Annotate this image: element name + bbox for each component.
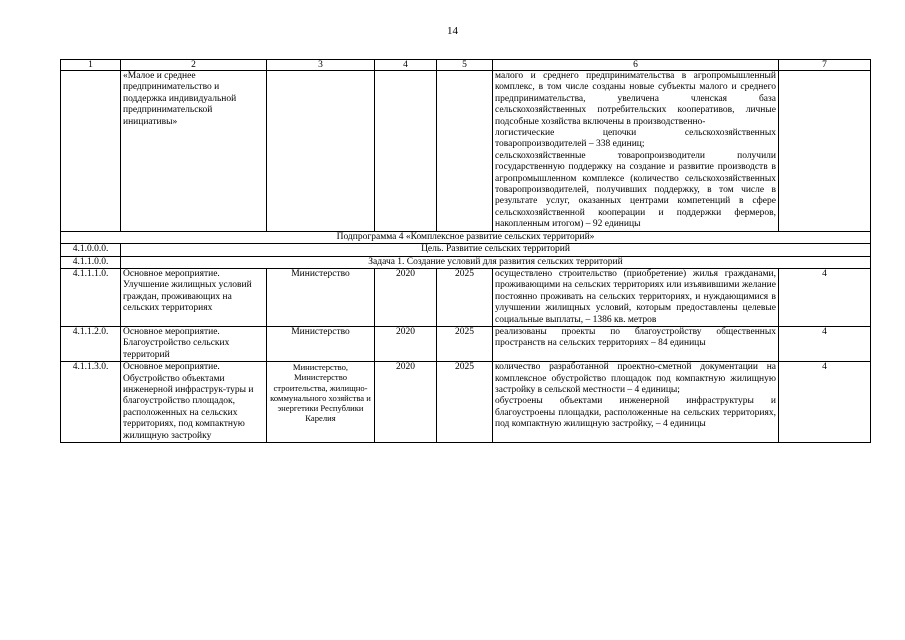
goal-text: Цель. Развитие сельских территорий xyxy=(121,244,871,256)
subprogram-row xyxy=(61,231,871,243)
start-year-cell: 2020 xyxy=(375,326,437,361)
executor-cell: Министерство, Министерство строительства, жилищно-коммунального хозяйства и энергетики Республики Карелия xyxy=(267,362,375,443)
page-number: 14 xyxy=(447,25,458,37)
executor-cell: Министерство xyxy=(267,268,375,326)
link-cell: 4 xyxy=(779,362,871,443)
program-table xyxy=(60,59,871,443)
measure-name-cell: «Малое и среднее предпринимательство и поддержка индивидуальной предпринимательской инициативы» xyxy=(121,71,267,232)
end-year-cell: 2025 xyxy=(437,362,493,443)
column-number: 5 xyxy=(437,60,493,71)
measure-name-cell: Основное мероприятие. Благоустройство сельских территорий xyxy=(121,326,267,361)
column-number: 2 xyxy=(121,60,267,71)
task-text: Задача 1. Создание условий для развития сельских территорий xyxy=(121,256,871,268)
result-cell: реализованы проекты по благоустройству общественных пространств на сельских территориях – 84 единицы xyxy=(493,326,779,361)
link-cell xyxy=(779,71,871,232)
result-cell: количество разработанной проектно-сметной документации на комплексное обустройство площадок под компактную жилищную застройку в сельской местности – 4 единицы; обустроены объектами инженерной инфраструктуры и благоустроены площадки, расположенные на сельских территориях, под компактную жилищную застройку, – 4 единицы xyxy=(493,362,779,443)
table-row xyxy=(61,268,871,326)
column-number: 1 xyxy=(61,60,121,71)
column-number: 7 xyxy=(779,60,871,71)
start-year-cell: 2020 xyxy=(375,268,437,326)
link-cell: 4 xyxy=(779,268,871,326)
end-year-cell xyxy=(437,71,493,232)
end-year-cell: 2025 xyxy=(437,326,493,361)
column-number-row xyxy=(61,60,871,71)
task-row xyxy=(61,256,871,268)
column-number: 3 xyxy=(267,60,375,71)
goal-code: 4.1.0.0.0. xyxy=(61,244,121,256)
continuation-row xyxy=(61,71,871,232)
subprogram-title: Подпрограмма 4 «Комплексное развитие сельских территорий» xyxy=(61,231,871,243)
column-number: 6 xyxy=(493,60,779,71)
code-cell: 4.1.1.3.0. xyxy=(61,362,121,443)
measure-name-cell: Основное мероприятие. Улучшение жилищных условий граждан, проживающих на сельских территориях xyxy=(121,268,267,326)
link-cell: 4 xyxy=(779,326,871,361)
column-number: 4 xyxy=(375,60,437,71)
goal-row xyxy=(61,244,871,256)
code-cell xyxy=(61,71,121,232)
table-row xyxy=(61,326,871,361)
result-cell: осуществлено строительство (приобретение) жилья гражданами, проживающими на сельских территориях или изъявившими желание постоянно проживать на сельских территориях, и нуждающимися в улучшении жилищных условий, которым предоставлены целевые социальные выплаты, – 1386 кв. метров xyxy=(493,268,779,326)
result-cell: малого и среднего предпринимательства в агропромышленный комплекс, в том числе созданы новые субъекты малого и среднего предпринимательства, увеличена членская база сельскохозяйственных потребительских кооперативов, личные подсобные хозяйства включены в производственно- логистические цепочки сельскохозяйственных товаропроизводителей – 338 единиц; сельскохозяйственные товаропроизводители получили государственную поддержку на создание и развитие производств в агропромышленном комплексе (количество сельскохозяйственных товаропроизводителей, получивших поддержку, в том числе в результате услуг, оказанных центрами компетенций в сфере сельскохозяйственной кооперации и поддержки фермеров, накопленным итогом) – 92 единицы xyxy=(493,71,779,232)
task-code: 4.1.1.0.0. xyxy=(61,256,121,268)
executor-cell xyxy=(267,71,375,232)
code-cell: 4.1.1.2.0. xyxy=(61,326,121,361)
measure-name-cell: Основное мероприятие. Обустройство объектами инженерной инфраструк-туры и благоустройство площадок, расположенных на сельских территориях, под компактную жилищную застройку xyxy=(121,362,267,443)
executor-cell: Министерство xyxy=(267,326,375,361)
table-row xyxy=(61,362,871,443)
code-cell: 4.1.1.1.0. xyxy=(61,268,121,326)
start-year-cell: 2020 xyxy=(375,362,437,443)
end-year-cell: 2025 xyxy=(437,268,493,326)
start-year-cell xyxy=(375,71,437,232)
